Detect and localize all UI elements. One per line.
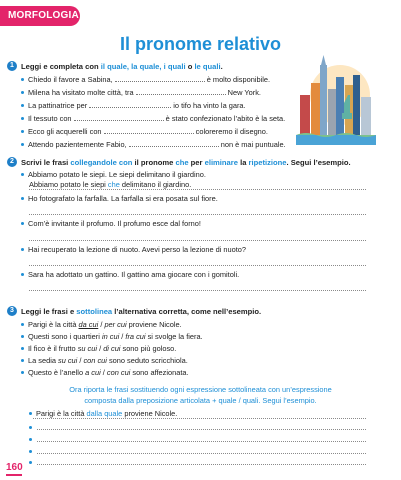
answer-line[interactable]	[29, 189, 366, 190]
section-label: MORFOLOGIA	[8, 10, 79, 21]
answer-line[interactable]	[37, 429, 366, 430]
ex2-item: Ho fotografato la farfalla. La farfalla si era posata sul fiore.	[21, 194, 218, 203]
ex2-item: Hai recuperato la lezione di nuoto. Avevi perso la lezione di nuoto?	[21, 245, 246, 254]
ex3-example: Parigi è la città dalla quale proviene Nicole.	[29, 409, 177, 418]
ex1-item: Il tessuto con è stato confezionato l’abito è la seta.	[21, 114, 285, 123]
ex2-item: Com’è invitante il profumo. Il profumo esce dal forno!	[21, 219, 201, 228]
answer-bullet	[29, 447, 36, 456]
answer-line[interactable]	[29, 290, 366, 291]
new-york-skyline-illustration	[296, 55, 376, 145]
option[interactable]: con cui	[106, 368, 131, 377]
option[interactable]: in cui	[101, 332, 120, 341]
ex1-item: Attendo pazientemente Fabio, non è mai puntuale.	[21, 140, 286, 149]
answer-bullet	[29, 435, 36, 444]
option-selected[interactable]: da cui	[78, 320, 99, 329]
ex1-item: Chiedo il favore a Sabina, è molto disponibile.	[21, 75, 270, 84]
answer-line[interactable]	[33, 418, 366, 419]
page-number: 160	[6, 462, 23, 473]
blank-field[interactable]	[129, 140, 219, 147]
option[interactable]: di cui	[103, 344, 121, 353]
ex3-note-line-1: Ora riporta le frasi sostituendo ogni espressione sottolineata con un’espressione	[69, 385, 332, 394]
answer-bullet	[29, 423, 36, 432]
blank-field[interactable]	[74, 114, 164, 121]
blank-field[interactable]	[136, 88, 226, 95]
blank-field[interactable]	[89, 101, 171, 108]
exercise-3-instruction: Leggi le frasi e sottolinea l’alternativa corretta, come nell’esempio.	[21, 307, 262, 316]
option[interactable]: su cui	[58, 356, 78, 365]
ex2-example: Abbiamo potato le siepi. Le siepi delimitano il giardino.	[21, 170, 206, 179]
ex3-item: La sedia su cui / con cui sono seduto scricchiola.	[21, 356, 188, 365]
exercise-number-1: 1	[7, 61, 17, 71]
answer-line[interactable]	[37, 464, 366, 465]
ex1-item: La pattinatrice per io tifo ha vinto la gara.	[21, 101, 246, 110]
ex1-item: Milena ha visitato molte città, tra New York.	[21, 88, 261, 97]
page-number-underline	[6, 474, 22, 476]
ex3-item: Questi sono i quartieri in cui / fra cui si svolge la fiera.	[21, 332, 203, 341]
answer-line[interactable]	[29, 214, 366, 215]
option[interactable]: con cui	[83, 356, 107, 365]
answer-line[interactable]	[37, 453, 366, 454]
exercise-number-2: 2	[7, 157, 17, 167]
section-tab	[0, 6, 80, 26]
exercise-2-instruction: Scrivi le frasi collegandole con il pronome che per eliminare la ripetizione. Segui l’esempio.	[21, 158, 351, 167]
exercise-number-3: 3	[7, 306, 17, 316]
ex3-item: Il fico è il frutto su cui / di cui sono più goloso.	[21, 344, 176, 353]
ex3-item: Questo è l’anello a cui / con cui sono affezionata.	[21, 368, 189, 377]
ex2-example-answer: Abbiamo potato le siepi che delimitano il giardino.	[29, 180, 192, 189]
answer-bullet	[29, 458, 36, 467]
ex3-note-line-2: composta dalla preposizione articolata + quale / quali. Segui l’esempio.	[84, 396, 317, 405]
blank-field[interactable]	[115, 75, 205, 82]
answer-line[interactable]	[37, 441, 366, 442]
page-title: Il pronome relativo	[119, 34, 282, 54]
ex2-item: Sara ha adottato un gattino. Il gattino ama giocare con i gomitoli.	[21, 270, 239, 279]
answer-line[interactable]	[29, 265, 366, 266]
ex3-item: Parigi è la città da cui / per cui proviene Nicole.	[21, 320, 182, 329]
exercise-1-instruction: Leggi e completa con il quale, la quale, i quali o le quali.	[21, 62, 223, 71]
blank-field[interactable]	[104, 127, 194, 134]
option[interactable]: a cui	[85, 368, 101, 377]
option[interactable]: per cui	[104, 320, 127, 329]
answer-line[interactable]	[29, 240, 366, 241]
option[interactable]: su cui	[77, 344, 98, 353]
option[interactable]: fra cui	[125, 332, 146, 341]
ex1-item: Ecco gli acquerelli con coloreremo il disegno.	[21, 127, 268, 136]
